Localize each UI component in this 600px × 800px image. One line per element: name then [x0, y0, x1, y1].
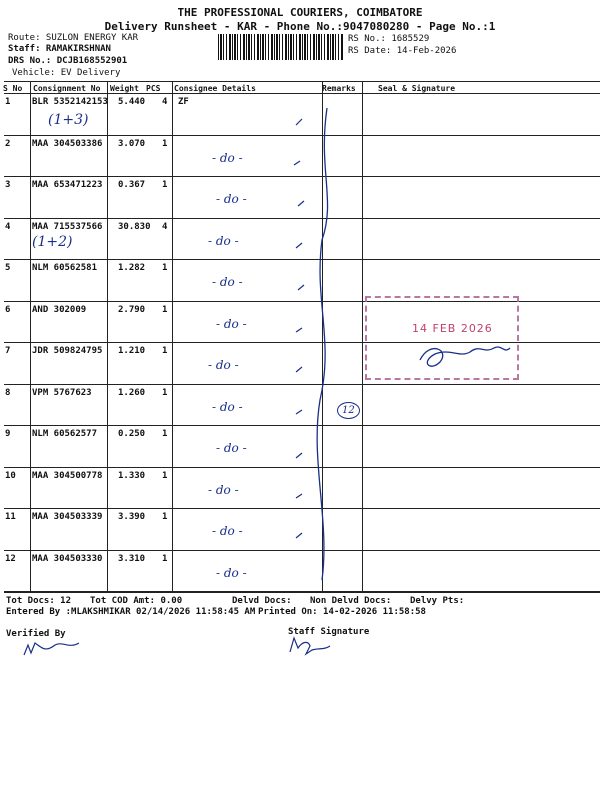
row-sno: 2	[5, 139, 11, 149]
row-sno: 9	[5, 429, 11, 439]
row-consignment: MAA 715537566	[32, 222, 103, 232]
row-sno: 7	[5, 346, 11, 356]
handwritten-note: (1+3)	[48, 112, 89, 128]
printed-on: Printed On: 14-02-2026 11:58:58	[258, 607, 426, 617]
col-header-seal: Seal & Signature	[378, 84, 456, 93]
stamp-date: 14 FEB 2026	[412, 322, 493, 335]
staff-text: Staff: RAMAKIRSHNAN	[8, 44, 111, 54]
col-header-sno: S No	[3, 84, 23, 93]
row-weight: 30.830	[118, 222, 151, 232]
row-weight: 5.440	[118, 97, 146, 107]
row-weight: 0.250	[118, 429, 146, 439]
route-text: Route: SUZLON ENERGY KAR	[8, 33, 139, 43]
table-bottom-border	[4, 592, 600, 593]
row-weight: 2.790	[118, 305, 146, 315]
col-header-remarks: Remarks	[322, 84, 356, 93]
handwritten-note: (1+2)	[32, 234, 73, 250]
row-pcs: 1	[162, 512, 168, 522]
row-sno: 12	[5, 554, 16, 564]
row-consignment: NLM 60562581	[32, 263, 98, 273]
drs-number: DRS No.: DCJB168552901	[8, 56, 128, 66]
row-pcs: 1	[162, 180, 168, 190]
handwritten-ditto: - do -	[212, 400, 243, 414]
rs-date: RS Date: 14-Feb-2026	[348, 46, 457, 56]
row-sno: 10	[5, 471, 16, 481]
row-sno: 5	[5, 263, 11, 273]
col-header-consignment: Consignment No	[33, 84, 101, 93]
handwritten-ditto: - do -	[216, 566, 247, 580]
handwritten-ditto: - do -	[216, 192, 247, 206]
handwritten-ditto: - do -	[208, 234, 239, 248]
row-pcs: 4	[162, 222, 168, 232]
handwritten-ditto: - do -	[212, 275, 243, 289]
handwritten-ditto: - do -	[216, 317, 247, 331]
row-pcs: 1	[162, 388, 168, 398]
total-docs: Tot Docs: 12	[6, 596, 72, 606]
row-weight: 1.210	[118, 346, 146, 356]
row-weight: 1.282	[118, 263, 146, 273]
delivery-points: Delvy Pts:	[410, 596, 465, 606]
row-pcs: 1	[162, 139, 168, 149]
row-consignment: AND 302009	[32, 305, 87, 315]
handwritten-ditto: - do -	[208, 358, 239, 372]
row-weight: 3.070	[118, 139, 146, 149]
row-sno: 1	[5, 97, 11, 107]
row-consignee-details: ZF	[178, 97, 189, 107]
row-weight: 3.390	[118, 512, 146, 522]
rs-number: RS No.: 1685529	[348, 34, 430, 44]
row-sno: 4	[5, 222, 11, 232]
row-pcs: 1	[162, 471, 168, 481]
handwritten-ditto: - do -	[216, 441, 247, 455]
col-header-consignee: Consignee Details	[174, 84, 256, 93]
handwritten-ditto: - do -	[212, 524, 243, 538]
row-consignment: MAA 304503330	[32, 554, 103, 564]
row-consignment: MAA 653471223	[32, 180, 103, 190]
row-consignment: NLM 60562577	[32, 429, 98, 439]
runsheet-title: Delivery Runsheet - KAR - Phone No.:9047080280 - Page No.:1	[104, 20, 496, 33]
row-consignment: JDR 509824795	[32, 346, 103, 356]
row-pcs: 1	[162, 263, 168, 273]
row-weight: 3.310	[118, 554, 146, 564]
row-pcs: 1	[162, 305, 168, 315]
company-title: THE PROFESSIONAL COURIERS, COIMBATORE	[177, 6, 423, 19]
handwritten-ditto: - do -	[208, 483, 239, 497]
entered-by: Entered By :MLAKSHMIKAR 02/14/2026 11:58:45 AM	[6, 607, 256, 617]
row-consignment: VPM 5767623	[32, 388, 92, 398]
row-pcs: 1	[162, 346, 168, 356]
total-cod: Tot COD Amt: 0.00	[90, 596, 183, 606]
vehicle-text: Vehicle: EV Delivery	[12, 68, 121, 78]
row-weight: 1.260	[118, 388, 146, 398]
verified-by-label: Verified By	[6, 629, 66, 639]
row-sno: 8	[5, 388, 11, 398]
row-weight: 0.367	[118, 180, 146, 190]
col-header-pcs: PCS	[146, 84, 161, 93]
handwritten-count: 12	[337, 402, 360, 419]
row-weight: 1.330	[118, 471, 146, 481]
non-delivered-docs: Non Delvd Docs:	[310, 596, 392, 606]
row-consignment: MAA 304503339	[32, 512, 103, 522]
row-consignment: MAA 304500778	[32, 471, 103, 481]
col-header-weight: Weight	[110, 84, 139, 93]
row-pcs: 1	[162, 429, 168, 439]
delivery-stamp	[365, 296, 519, 380]
handwritten-ditto: - do -	[212, 151, 243, 165]
delivered-docs: Delvd Docs:	[232, 596, 292, 606]
row-pcs: 4	[162, 97, 168, 107]
row-consignment: MAA 304503386	[32, 139, 103, 149]
row-sno: 11	[5, 512, 16, 522]
staff-signature-label: Staff Signature	[288, 627, 370, 637]
row-pcs: 1	[162, 554, 168, 564]
row-consignment: BLR 5352142153	[32, 97, 108, 107]
row-sno: 3	[5, 180, 11, 190]
row-sno: 6	[5, 305, 11, 315]
